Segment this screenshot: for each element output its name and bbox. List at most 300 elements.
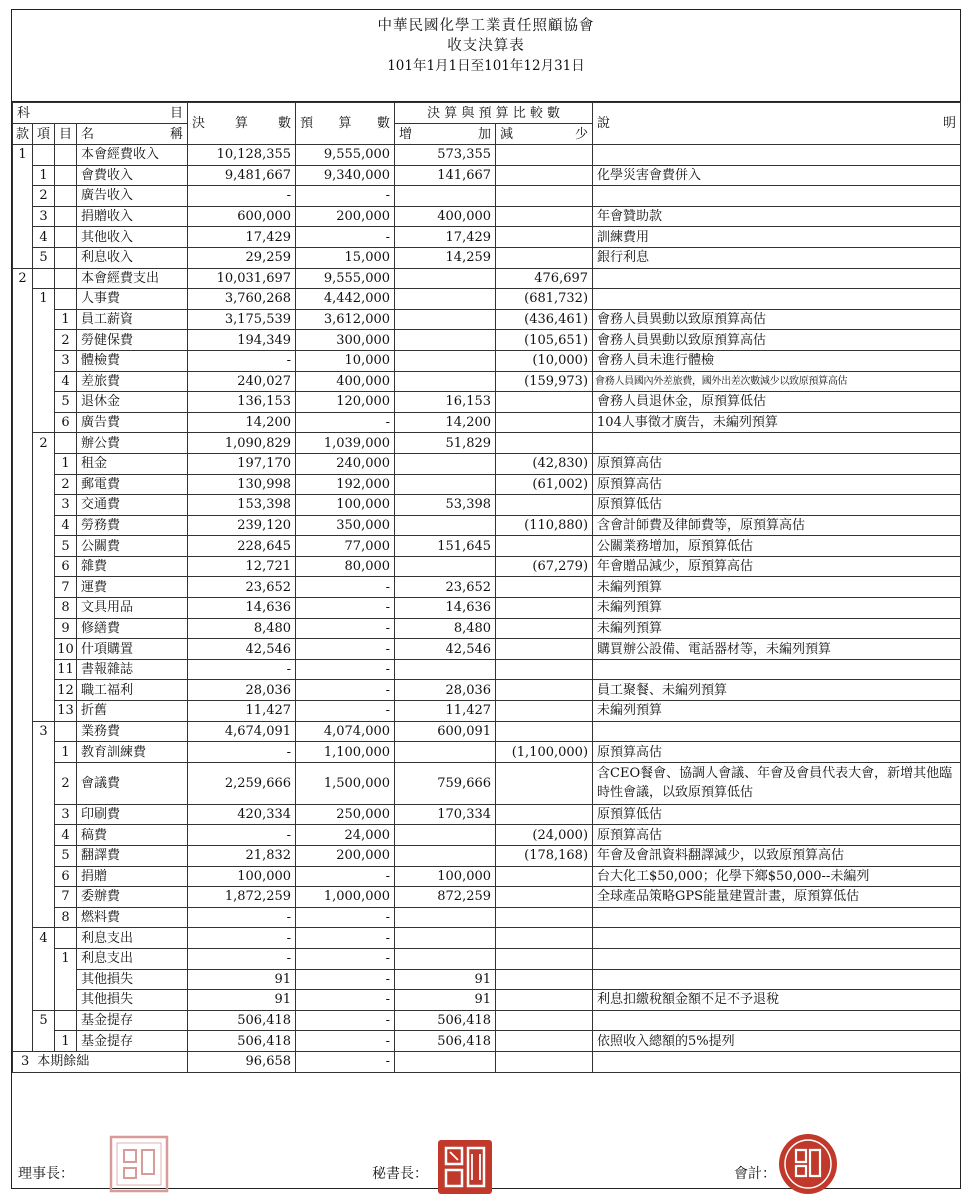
note-cell: 年會贈品減少，原預算高估 xyxy=(593,556,961,577)
decrease-amount-cell: (436,461) xyxy=(496,309,593,330)
xiang-cell xyxy=(33,577,55,598)
item-name-cell: 體檢費 xyxy=(77,350,188,371)
mu-cell xyxy=(55,928,77,949)
budget-amount-cell: 1,039,000 xyxy=(296,433,395,454)
kuan-cell xyxy=(13,453,33,474)
note-cell: 年會贊助款 xyxy=(593,206,961,227)
xiang-cell: 1 xyxy=(33,165,55,186)
budget-amount-cell: 240,000 xyxy=(296,453,395,474)
decrease-amount-cell xyxy=(496,145,593,166)
decrease-amount-cell xyxy=(496,1010,593,1031)
budget-amount-cell: - xyxy=(296,1031,395,1052)
note-cell: 購買辦公設備、電話器材等，未編列預算 xyxy=(593,639,961,660)
xiang-cell xyxy=(33,762,55,804)
increase-amount-cell xyxy=(395,268,496,289)
xiang-cell xyxy=(33,598,55,619)
increase-amount-cell: 506,418 xyxy=(395,1010,496,1031)
note-cell: 104人事徵才廣告，未編列預算 xyxy=(593,412,961,433)
increase-amount-cell: 91 xyxy=(395,990,496,1011)
decrease-amount-cell: (159,973) xyxy=(496,371,593,392)
xiang-cell xyxy=(33,990,55,1011)
increase-amount-cell: 600,091 xyxy=(395,721,496,742)
mu-cell xyxy=(55,990,77,1011)
decrease-amount-cell xyxy=(496,165,593,186)
xiang-cell xyxy=(33,330,55,351)
kuan-cell xyxy=(13,598,33,619)
increase-amount-cell: 14,200 xyxy=(395,412,496,433)
item-name-cell: 其他損失 xyxy=(77,990,188,1011)
kuan-cell xyxy=(13,495,33,516)
mu-cell: 10 xyxy=(55,639,77,660)
increase-amount-cell: 170,334 xyxy=(395,804,496,825)
decrease-amount-cell: (1,100,000) xyxy=(496,742,593,763)
budget-amount-cell: - xyxy=(296,701,395,722)
xiang-cell: 3 xyxy=(33,206,55,227)
mu-cell: 1 xyxy=(55,948,77,969)
actual-amount-cell: 1,090,829 xyxy=(188,433,296,454)
xiang-cell xyxy=(33,309,55,330)
xiang-cell: 4 xyxy=(33,928,55,949)
kuan-cell xyxy=(13,577,33,598)
increase-amount-cell: 14,636 xyxy=(395,598,496,619)
budget-amount-cell: 1,100,000 xyxy=(296,742,395,763)
mu-cell: 1 xyxy=(55,742,77,763)
actual-amount-cell: 4,674,091 xyxy=(188,721,296,742)
note-cell xyxy=(593,433,961,454)
kuan-cell xyxy=(13,762,33,804)
note-cell xyxy=(593,186,961,207)
kuan-cell xyxy=(13,227,33,248)
budget-amount-cell: 4,442,000 xyxy=(296,289,395,310)
mu-cell: 6 xyxy=(55,412,77,433)
decrease-amount-cell: (178,168) xyxy=(496,846,593,867)
table-row xyxy=(13,846,961,867)
increase-amount-cell xyxy=(395,556,496,577)
table-row xyxy=(13,887,961,908)
note-cell: 化學災害會費併入 xyxy=(593,165,961,186)
budget-amount-cell: - xyxy=(296,948,395,969)
decrease-amount-cell xyxy=(496,948,593,969)
increase-amount-cell xyxy=(395,350,496,371)
decrease-amount-cell xyxy=(496,701,593,722)
mu-cell: 3 xyxy=(55,495,77,516)
item-name-cell: 印刷費 xyxy=(77,804,188,825)
actual-amount-cell: - xyxy=(188,350,296,371)
xiang-cell xyxy=(33,804,55,825)
kuan-cell xyxy=(13,371,33,392)
actual-amount-cell: 194,349 xyxy=(188,330,296,351)
note-cell: 原預算高估 xyxy=(593,742,961,763)
decrease-amount-cell: (105,651) xyxy=(496,330,593,351)
mu-cell: 2 xyxy=(55,474,77,495)
actual-amount-cell: - xyxy=(188,186,296,207)
item-name-cell: 會議費 xyxy=(77,762,188,804)
mu-cell: 5 xyxy=(55,392,77,413)
table-row xyxy=(13,371,961,392)
increase-amount-cell xyxy=(395,1051,496,1072)
item-name-cell: 人事費 xyxy=(77,289,188,310)
decrease-amount-cell xyxy=(496,969,593,990)
decrease-amount-cell xyxy=(496,392,593,413)
mu-cell: 3 xyxy=(55,350,77,371)
xiang-cell xyxy=(33,1031,55,1052)
item-name-cell: 雜費 xyxy=(77,556,188,577)
mu-cell xyxy=(55,227,77,248)
item-name-cell: 捐贈 xyxy=(77,866,188,887)
item-name-cell: 郵電費 xyxy=(77,474,188,495)
kuan-cell xyxy=(13,309,33,330)
xiang-cell xyxy=(33,639,55,660)
decrease-amount-cell xyxy=(496,907,593,928)
item-name-cell: 委辦費 xyxy=(77,887,188,908)
xiang-cell: 3 xyxy=(33,721,55,742)
table-row xyxy=(13,206,961,227)
item-name-cell: 捐贈收入 xyxy=(77,206,188,227)
table-row xyxy=(13,825,961,846)
decrease-amount-cell xyxy=(496,618,593,639)
kuan-cell xyxy=(13,247,33,268)
kuan-cell xyxy=(13,556,33,577)
budget-amount-cell: 192,000 xyxy=(296,474,395,495)
xiang-cell xyxy=(33,659,55,680)
note-cell xyxy=(593,289,961,310)
actual-amount-cell: 29,259 xyxy=(188,247,296,268)
table-row xyxy=(13,330,961,351)
actual-amount-cell: 153,398 xyxy=(188,495,296,516)
table-row xyxy=(13,577,961,598)
increase-amount-cell: 506,418 xyxy=(395,1031,496,1052)
kuan-cell xyxy=(13,907,33,928)
note-cell xyxy=(593,1010,961,1031)
budget-amount-cell: - xyxy=(296,1010,395,1031)
increase-amount-cell: 141,667 xyxy=(395,165,496,186)
kuan-cell xyxy=(13,701,33,722)
note-cell xyxy=(593,1051,961,1072)
xiang-cell xyxy=(33,392,55,413)
actual-amount-cell: 91 xyxy=(188,969,296,990)
actual-amount-cell: - xyxy=(188,907,296,928)
budget-amount-cell: - xyxy=(296,659,395,680)
budget-amount-cell: - xyxy=(296,227,395,248)
note-cell: 未編列預算 xyxy=(593,598,961,619)
item-name-cell: 本會經費支出 xyxy=(77,268,188,289)
mu-cell: 8 xyxy=(55,907,77,928)
table-row xyxy=(13,639,961,660)
item-name-cell: 其他損失 xyxy=(77,969,188,990)
mu-cell: 7 xyxy=(55,577,77,598)
increase-header: 增 加 xyxy=(395,124,496,145)
table-row xyxy=(13,618,961,639)
budget-header: 預 算 數 xyxy=(296,103,395,145)
note-cell: 員工聚餐、未編列預算 xyxy=(593,680,961,701)
actual-amount-cell: 12,721 xyxy=(188,556,296,577)
budget-amount-cell: - xyxy=(296,928,395,949)
subject-header: 科 目 xyxy=(13,103,188,124)
budget-amount-cell: 24,000 xyxy=(296,825,395,846)
mu-cell xyxy=(55,969,77,990)
kuan-cell xyxy=(13,350,33,371)
budget-amount-cell: - xyxy=(296,907,395,928)
table-row xyxy=(13,680,961,701)
mu-cell: 2 xyxy=(55,762,77,804)
increase-amount-cell xyxy=(395,846,496,867)
xiang-cell xyxy=(33,866,55,887)
decrease-amount-cell xyxy=(496,186,593,207)
xiang-cell xyxy=(33,268,55,289)
xiang-cell xyxy=(33,145,55,166)
decrease-amount-cell xyxy=(496,227,593,248)
mu-cell: 4 xyxy=(55,371,77,392)
actual-amount-cell: 600,000 xyxy=(188,206,296,227)
xiang-cell xyxy=(33,453,55,474)
item-name-cell: 利息支出 xyxy=(77,928,188,949)
increase-amount-cell: 14,259 xyxy=(395,247,496,268)
note-cell xyxy=(593,268,961,289)
table-row xyxy=(13,536,961,557)
table-row xyxy=(13,1010,961,1031)
budget-amount-cell: - xyxy=(296,186,395,207)
budget-table xyxy=(12,102,961,1073)
item-name-cell: 修繕費 xyxy=(77,618,188,639)
actual-amount-cell: 130,998 xyxy=(188,474,296,495)
budget-amount-cell: 10,000 xyxy=(296,350,395,371)
table-row xyxy=(13,721,961,742)
table-row xyxy=(13,742,961,763)
note-cell xyxy=(593,969,961,990)
note-cell: 原預算高估 xyxy=(593,474,961,495)
kuan-cell xyxy=(13,618,33,639)
item-name-cell: 租金 xyxy=(77,453,188,474)
decrease-amount-cell xyxy=(496,762,593,804)
table-row xyxy=(13,1051,961,1072)
budget-amount-cell: - xyxy=(296,1051,395,1072)
increase-amount-cell xyxy=(395,948,496,969)
note-cell: 利息扣繳稅額金額不足不予退稅 xyxy=(593,990,961,1011)
actual-amount-cell: 1,872,259 xyxy=(188,887,296,908)
table-row xyxy=(13,701,961,722)
increase-amount-cell xyxy=(395,515,496,536)
mu-cell: 1 xyxy=(55,1031,77,1052)
signature-area xyxy=(12,1150,960,1190)
actual-amount-cell: 100,000 xyxy=(188,866,296,887)
kuan-cell xyxy=(13,990,33,1011)
mu-cell: 9 xyxy=(55,618,77,639)
decrease-amount-cell: (10,000) xyxy=(496,350,593,371)
budget-amount-cell: 100,000 xyxy=(296,495,395,516)
mu-header: 目 xyxy=(55,124,77,145)
actual-amount-cell: 11,427 xyxy=(188,701,296,722)
secretary-label: 秘書長： xyxy=(372,1166,428,1182)
increase-amount-cell: 759,666 xyxy=(395,762,496,804)
note-cell: 含會計師費及律師費等，原預算高估 xyxy=(593,515,961,536)
kuan-cell xyxy=(13,969,33,990)
actual-amount-cell: 21,832 xyxy=(188,846,296,867)
mu-cell: 2 xyxy=(55,330,77,351)
budget-amount-cell: 9,555,000 xyxy=(296,145,395,166)
name-header: 名 稱 xyxy=(77,124,188,145)
decrease-amount-cell xyxy=(496,866,593,887)
mu-cell: 1 xyxy=(55,309,77,330)
xiang-cell xyxy=(33,350,55,371)
item-name-cell: 教育訓練費 xyxy=(77,742,188,763)
note-cell: 會務人員異動以致原預算高估 xyxy=(593,330,961,351)
kuan-cell xyxy=(13,412,33,433)
mu-cell xyxy=(55,268,77,289)
kuan-cell xyxy=(13,330,33,351)
table-row xyxy=(13,247,961,268)
xiang-cell xyxy=(33,742,55,763)
item-name-cell: 差旅費 xyxy=(77,371,188,392)
document-header xyxy=(12,10,960,102)
kuan-number: 3 xyxy=(21,1054,30,1070)
actual-amount-cell: 14,636 xyxy=(188,598,296,619)
accountant-label: 會計： xyxy=(734,1166,776,1182)
item-name-cell: 公關費 xyxy=(77,536,188,557)
note-cell: 台大化工$50,000；化學下鄉$50,000--未編列 xyxy=(593,866,961,887)
decrease-amount-cell: 476,697 xyxy=(496,268,593,289)
table-row xyxy=(13,309,961,330)
xiang-cell xyxy=(33,825,55,846)
table-row xyxy=(13,289,961,310)
actual-amount-cell: 136,153 xyxy=(188,392,296,413)
note-cell xyxy=(593,721,961,742)
actual-amount-cell: 28,036 xyxy=(188,680,296,701)
xiang-cell: 2 xyxy=(33,186,55,207)
increase-amount-cell: 573,355 xyxy=(395,145,496,166)
increase-amount-cell: 23,652 xyxy=(395,577,496,598)
item-name-cell: 基金提存 xyxy=(77,1010,188,1031)
xiang-cell xyxy=(33,701,55,722)
organization-name: 中華民國化學工業責任照顧協會 xyxy=(377,18,595,34)
mu-cell: 7 xyxy=(55,887,77,908)
note-cell xyxy=(593,928,961,949)
kuan-cell xyxy=(13,825,33,846)
item-name-cell: 勞健保費 xyxy=(77,330,188,351)
increase-amount-cell xyxy=(395,928,496,949)
mu-cell: 8 xyxy=(55,598,77,619)
budget-amount-cell: 9,340,000 xyxy=(296,165,395,186)
item-name-cell: 稿費 xyxy=(77,825,188,846)
increase-amount-cell: 51,829 xyxy=(395,433,496,454)
table-row xyxy=(13,145,961,166)
mu-cell xyxy=(55,206,77,227)
increase-amount-cell xyxy=(395,289,496,310)
mu-cell xyxy=(55,247,77,268)
actual-header: 決 算 數 xyxy=(188,103,296,145)
increase-amount-cell xyxy=(395,907,496,928)
xiang-cell xyxy=(33,495,55,516)
table-row xyxy=(13,186,961,207)
mu-cell: 3 xyxy=(55,804,77,825)
actual-amount-cell: 42,546 xyxy=(188,639,296,660)
kuan-cell xyxy=(13,680,33,701)
decrease-amount-cell xyxy=(496,577,593,598)
budget-amount-cell: 15,000 xyxy=(296,247,395,268)
mu-cell xyxy=(55,165,77,186)
mu-cell xyxy=(55,433,77,454)
item-name: 本期餘絀 xyxy=(37,1054,90,1070)
table-row xyxy=(13,907,961,928)
item-name-cell: 廣告費 xyxy=(77,412,188,433)
decrease-amount-cell: (24,000) xyxy=(496,825,593,846)
budget-document xyxy=(11,9,961,1189)
increase-amount-cell: 42,546 xyxy=(395,639,496,660)
increase-amount-cell: 28,036 xyxy=(395,680,496,701)
increase-amount-cell: 872,259 xyxy=(395,887,496,908)
increase-amount-cell xyxy=(395,371,496,392)
budget-amount-cell: - xyxy=(296,866,395,887)
increase-amount-cell: 17,429 xyxy=(395,227,496,248)
increase-amount-cell: 16,153 xyxy=(395,392,496,413)
xiang-cell xyxy=(33,371,55,392)
table-row xyxy=(13,453,961,474)
xiang-cell: 2 xyxy=(33,433,55,454)
increase-amount-cell xyxy=(395,474,496,495)
decrease-amount-cell xyxy=(496,721,593,742)
increase-amount-cell: 11,427 xyxy=(395,701,496,722)
increase-amount-cell xyxy=(395,186,496,207)
decrease-amount-cell xyxy=(496,639,593,660)
kuan-cell xyxy=(13,659,33,680)
budget-amount-cell: 200,000 xyxy=(296,846,395,867)
mu-cell: 1 xyxy=(55,453,77,474)
item-name-cell: 基金提存 xyxy=(77,1031,188,1052)
note-cell: 依照收入總額的5%提列 xyxy=(593,1031,961,1052)
budget-amount-cell: - xyxy=(296,680,395,701)
budget-amount-cell: 80,000 xyxy=(296,556,395,577)
mu-cell: 6 xyxy=(55,866,77,887)
item-name-cell: 會費收入 xyxy=(77,165,188,186)
actual-amount-cell: - xyxy=(188,742,296,763)
decrease-amount-cell xyxy=(496,1031,593,1052)
mu-cell: 12 xyxy=(55,680,77,701)
note-cell: 未編列預算 xyxy=(593,701,961,722)
actual-amount-cell: 3,175,539 xyxy=(188,309,296,330)
item-name-cell: 職工福利 xyxy=(77,680,188,701)
chairman-seal-icon xyxy=(108,1134,170,1194)
item-name-cell: 勞務費 xyxy=(77,515,188,536)
decrease-amount-cell xyxy=(496,680,593,701)
actual-amount-cell: 10,031,697 xyxy=(188,268,296,289)
budget-amount-cell: 120,000 xyxy=(296,392,395,413)
budget-amount-cell: 1,500,000 xyxy=(296,762,395,804)
table-row xyxy=(13,866,961,887)
xiang-cell xyxy=(33,948,55,969)
mu-cell: 4 xyxy=(55,825,77,846)
decrease-amount-cell xyxy=(496,536,593,557)
actual-amount-cell: 23,652 xyxy=(188,577,296,598)
actual-amount-cell: 506,418 xyxy=(188,1031,296,1052)
decrease-amount-cell xyxy=(496,433,593,454)
xiang-cell xyxy=(33,515,55,536)
note-cell: 未編列預算 xyxy=(593,577,961,598)
decrease-amount-cell: (67,279) xyxy=(496,556,593,577)
increase-amount-cell xyxy=(395,309,496,330)
decrease-amount-cell xyxy=(496,247,593,268)
note-cell: 原預算高估 xyxy=(593,825,961,846)
xiang-cell: 5 xyxy=(33,1010,55,1031)
decrease-amount-cell xyxy=(496,598,593,619)
note-header: 說 明 xyxy=(593,103,961,145)
xiang-cell xyxy=(33,680,55,701)
kuan-cell: 1 xyxy=(13,145,33,166)
kuan-cell xyxy=(13,866,33,887)
table-row xyxy=(13,948,961,969)
increase-amount-cell xyxy=(395,825,496,846)
xiang-cell xyxy=(33,536,55,557)
table-row xyxy=(13,268,961,289)
xiang-cell: 4 xyxy=(33,227,55,248)
